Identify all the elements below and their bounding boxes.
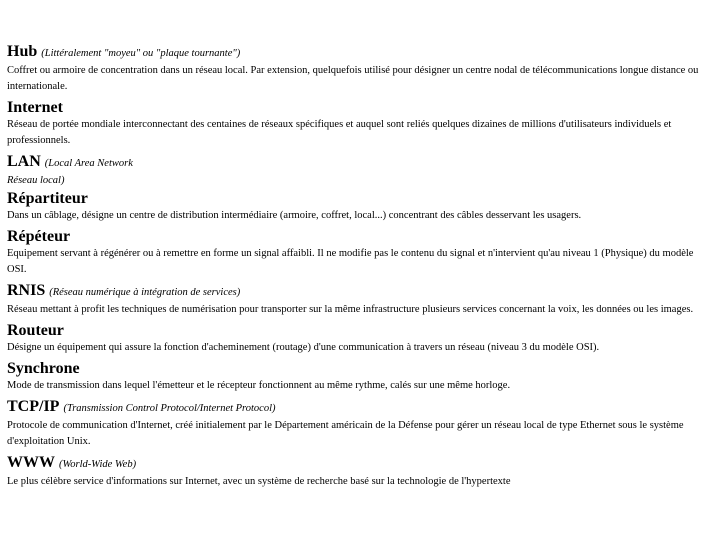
glossary bbox=[7, 42, 709, 493]
entry-repeteur bbox=[7, 227, 709, 278]
definition: Réseau de portée mondiale interconnectant des centaines de réseaux spécifiques et auquel sont reliés quelques dizaines de millions d'utilisateurs individuels et professionnels. bbox=[7, 119, 672, 146]
term-subtitle: (World-Wide Web) bbox=[59, 459, 137, 470]
term: WWW bbox=[7, 454, 55, 471]
definition: Coffret ou armoire de concentration dans un réseau local. Par extension, quelquefois utilisé pour désigner un centre nodal de télécommunications longue distance ou internationale. bbox=[7, 65, 699, 92]
term: RNIS bbox=[7, 282, 46, 299]
term-subtitle: (Littéralement "moyeu" ou "plaque tournante") bbox=[41, 48, 241, 59]
term: TCP/IP bbox=[7, 398, 60, 415]
definition: Mode de transmission dans lequel l'émetteur et le récepteur fonctionnent au même rythme, calés sur une même horloge. bbox=[7, 380, 511, 391]
term-line bbox=[7, 98, 709, 117]
definition: Dans un câblage, désigne un centre de distribution intermédiaire (armoire, coffret, local...) concentrant des câbles desservant les usagers. bbox=[7, 210, 582, 221]
term: Répéteur bbox=[7, 228, 71, 245]
term-line bbox=[7, 152, 709, 173]
entry-internet bbox=[7, 98, 709, 149]
term-line bbox=[7, 189, 709, 208]
term-line bbox=[7, 359, 709, 378]
entry-routeur bbox=[7, 321, 709, 356]
term-line bbox=[7, 227, 709, 246]
term: Synchrone bbox=[7, 360, 80, 377]
term-line bbox=[7, 281, 709, 302]
term: Hub bbox=[7, 43, 38, 60]
entry-www bbox=[7, 453, 709, 490]
definition: Equipement servant à régénérer ou à remettre en forme un signal affaibli. Il ne modifie pas le contenu du signal et n'intervient qu'au niveau 1 (Physique) du modèle OSI. bbox=[7, 248, 694, 275]
term-subtitle: (Transmission Control Protocol/Internet Protocol) bbox=[63, 403, 276, 414]
term-line bbox=[7, 321, 709, 340]
entry-lan bbox=[7, 152, 709, 189]
definition: Désigne un équipement qui assure la fonction d'acheminement (routage) d'une communication à travers un réseau (niveau 3 du modèle OSI). bbox=[7, 342, 600, 353]
term: Routeur bbox=[7, 322, 64, 339]
term-subtitle: (Local Area Network bbox=[44, 158, 133, 169]
term-line bbox=[7, 397, 709, 418]
term: Internet bbox=[7, 99, 63, 116]
term-subtitle: (Réseau numérique à intégration de services) bbox=[49, 287, 241, 298]
term: LAN bbox=[7, 153, 41, 170]
entry-tcp-ip bbox=[7, 397, 709, 450]
term-line bbox=[7, 453, 709, 474]
term: Répartiteur bbox=[7, 190, 88, 207]
definition: Protocole de communication d'Internet, créé initialement par le Département américain de la Défense pour gérer un réseau local de type Ethernet sous le système d'exploitation Unix. bbox=[7, 420, 684, 447]
definition: Le plus célèbre service d'informations sur Internet, avec un système de recherche basé sur la technologie de l'hypertexte bbox=[7, 476, 511, 487]
term-line bbox=[7, 42, 709, 63]
term-subtitle-line2: Réseau local) bbox=[7, 175, 65, 186]
entry-repartiteur bbox=[7, 189, 709, 224]
definition: Réseau mettant à profit les techniques de numérisation pour transporter sur la même infrastructure plusieurs services concernant la voix, les données ou les images. bbox=[7, 304, 694, 315]
entry-synchrone bbox=[7, 359, 709, 394]
entry-rnis bbox=[7, 281, 709, 318]
entry-hub bbox=[7, 42, 709, 95]
